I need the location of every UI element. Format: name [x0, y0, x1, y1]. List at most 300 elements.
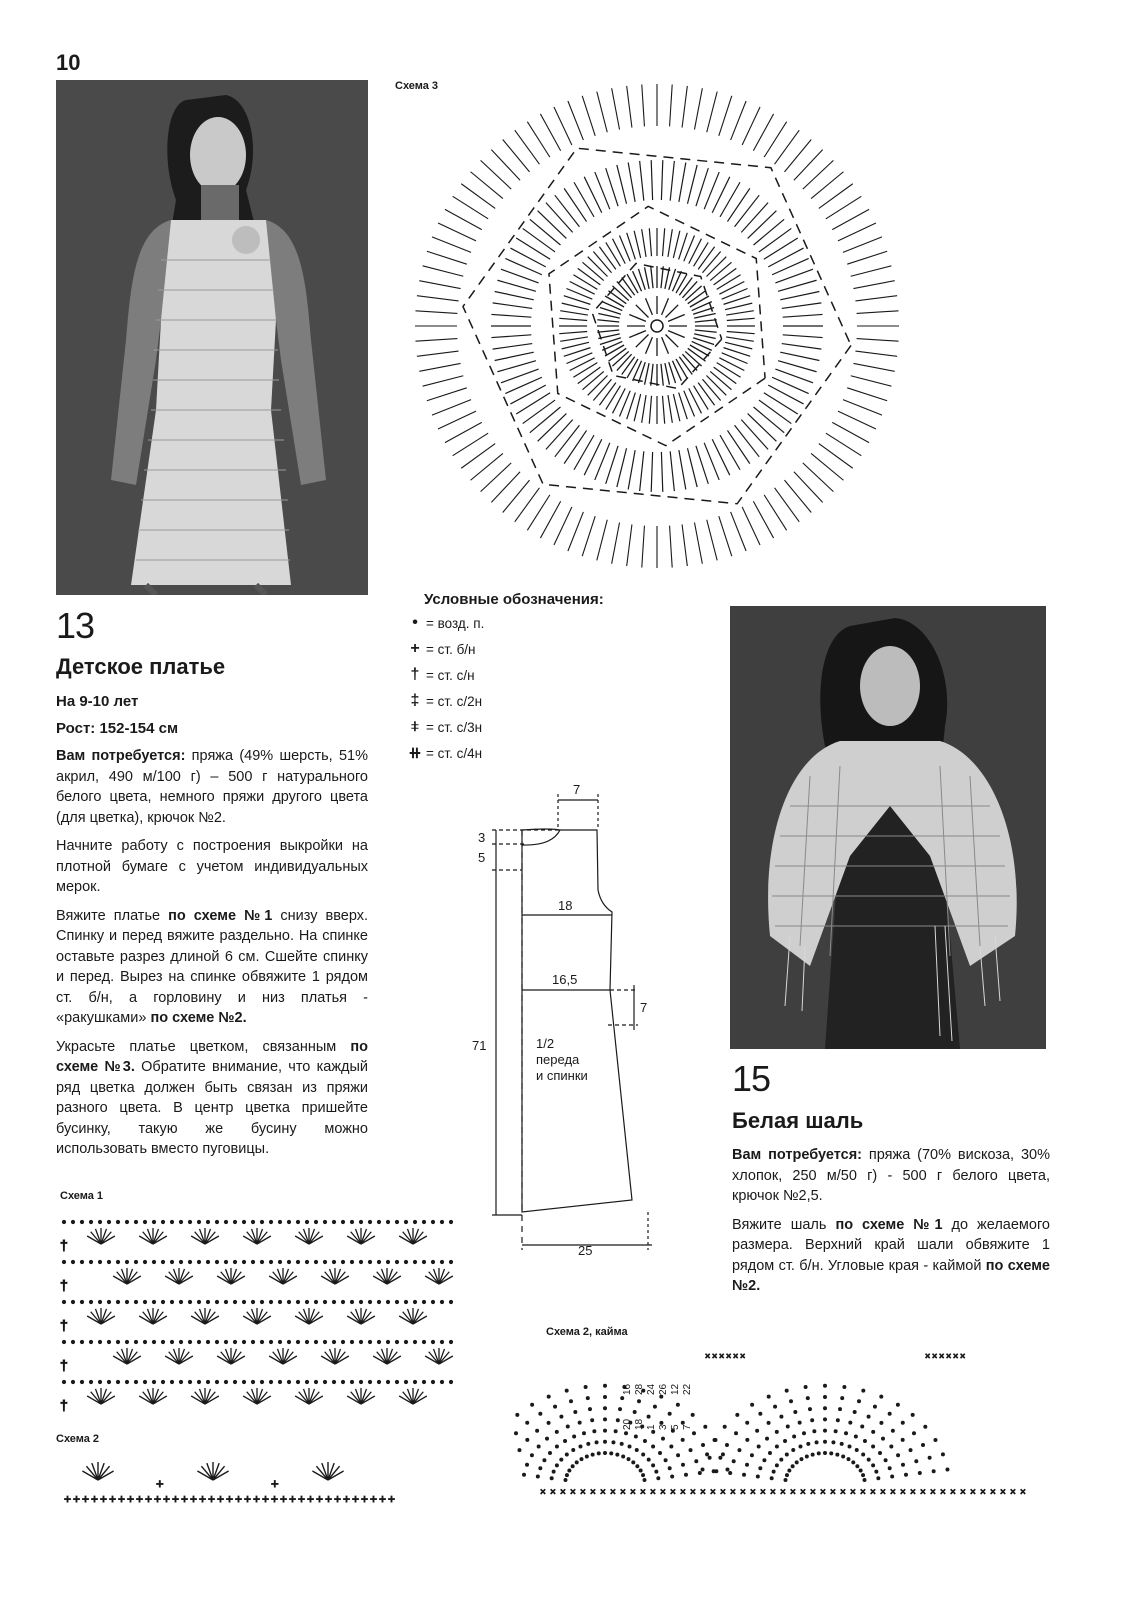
chain-dot: [170, 1380, 173, 1383]
chain-dot: [867, 1415, 870, 1418]
chain-dot: [732, 1460, 735, 1463]
chain-dot: [350, 1380, 353, 1383]
chain-dot: [660, 1421, 663, 1424]
chain-dot: [924, 1425, 927, 1428]
chain-dot: [565, 1474, 568, 1477]
chain-dot: [449, 1260, 452, 1263]
chain-dot: [278, 1220, 281, 1223]
legend-item: [404, 610, 484, 636]
flower-stitch: [688, 348, 706, 361]
flower-stitch: [613, 388, 626, 413]
single-crochet-mark: ×: [705, 1351, 711, 1361]
chain-dot: [305, 1380, 308, 1383]
flower-stitch: [725, 342, 752, 349]
chain-dot: [614, 1430, 617, 1433]
flower-stitch: [706, 375, 726, 395]
flower-stitch: [689, 388, 702, 413]
chain-dot: [62, 1260, 65, 1263]
chain-dot: [578, 1421, 581, 1424]
flower-stitch: [432, 400, 471, 415]
flower-stitch: [838, 223, 876, 241]
flower-stitch: [493, 344, 533, 350]
chain-dot: [359, 1220, 362, 1223]
chain-dot: [756, 1475, 759, 1478]
scheme3-flower-chart: [385, 78, 955, 598]
chain-dot: [422, 1380, 425, 1383]
chain-dot: [526, 1438, 529, 1441]
chain-dot: [134, 1300, 137, 1303]
flower-stitch: [582, 96, 595, 136]
chain-dot: [643, 1478, 646, 1481]
chain-dot: [80, 1300, 83, 1303]
chain-dot: [161, 1220, 164, 1223]
flower-stitch: [698, 383, 714, 406]
flower-stitch: [662, 396, 664, 424]
edge-row-number: 12: [670, 1383, 681, 1395]
dress-body: [56, 746, 368, 1160]
row-stitch-mark: †: [60, 1357, 68, 1373]
chain-dot: [621, 1397, 624, 1400]
chain-dot: [855, 1449, 858, 1452]
chain-dot: [560, 1458, 563, 1461]
flower-stitch: [853, 363, 894, 371]
single-crochet-mark: ×: [1020, 1487, 1026, 1498]
fan-stitch: [213, 1466, 225, 1480]
legend-list: [404, 610, 484, 766]
chain-dot: [767, 1421, 770, 1424]
chain-dot: [691, 1413, 694, 1416]
chain-dot: [880, 1421, 883, 1424]
flower-stitch: [661, 160, 662, 200]
flower-stitch: [727, 331, 755, 333]
flower-stitch: [742, 107, 760, 145]
single-crochet-mark: ×: [920, 1487, 926, 1498]
dress-materials-label: Вам потребуется:: [56, 748, 186, 764]
chain-dot: [824, 1407, 827, 1410]
flower-stitch: [694, 386, 709, 410]
flower-stitch: [605, 296, 624, 307]
dress-para2-a: Вяжите платье: [56, 907, 169, 924]
flower-stitch: [782, 344, 822, 350]
chain-dot: [314, 1380, 317, 1383]
flower-stitch: [679, 163, 686, 202]
flower-stitch: [668, 395, 672, 423]
single-crochet-mark: ×: [932, 1351, 938, 1361]
center-ring: [651, 320, 663, 332]
flower-stitch: [748, 414, 777, 442]
single-crochet-mark: +: [127, 1492, 135, 1506]
chain-dot: [795, 1461, 798, 1464]
chain-dot: [891, 1475, 894, 1478]
flower-stitch: [597, 330, 619, 332]
flower-stitch: [649, 228, 651, 256]
chain-dot: [881, 1437, 884, 1440]
chain-dot: [251, 1340, 254, 1343]
dim-25-label: 25: [578, 1243, 593, 1258]
chain-dot: [215, 1260, 218, 1263]
chain-dot: [775, 1464, 778, 1467]
chain-dot: [802, 1432, 805, 1435]
flower-stitch: [847, 388, 887, 401]
chain-dot: [872, 1445, 875, 1448]
chain-dot: [224, 1260, 227, 1263]
scheme2-label: Схема 2: [56, 1433, 100, 1445]
chain-dot: [547, 1421, 550, 1424]
chain-dot: [785, 1474, 788, 1477]
single-crochet-mark: ×: [630, 1487, 636, 1498]
single-crochet-mark: ×: [970, 1487, 976, 1498]
chain-dot: [780, 1415, 783, 1418]
flower-stitch: [622, 277, 635, 295]
flower-stitch: [651, 452, 652, 492]
chain-dot: [891, 1429, 894, 1432]
chain-dot: [116, 1220, 119, 1223]
chain-dot: [836, 1453, 839, 1456]
chain-dot: [550, 1477, 553, 1480]
flower-stitch: [606, 168, 618, 206]
legend-item-text: = ст. с/3н: [426, 719, 483, 735]
shawl-photo: [730, 606, 1046, 1049]
chain-dot: [585, 1455, 588, 1458]
chain-dot: [788, 1469, 791, 1472]
chain-dot: [604, 1384, 607, 1387]
flower-stitch: [851, 376, 892, 386]
flower-stitch: [673, 231, 680, 258]
row-stitch-mark: †: [60, 1317, 68, 1333]
chain-dot: [233, 1380, 236, 1383]
chain-dot: [197, 1220, 200, 1223]
chain-dot: [323, 1340, 326, 1343]
flower-stitch: [538, 414, 567, 442]
chain-dot: [62, 1300, 65, 1303]
chain-dot: [314, 1340, 317, 1343]
shawl-para-d: по схеме №2.: [732, 1257, 1050, 1294]
chain-dot: [161, 1260, 164, 1263]
flower-stitch: [719, 282, 744, 295]
chain-dot: [652, 1445, 655, 1448]
chain-dot: [332, 1340, 335, 1343]
legend-item-text: = ст. с/2н: [426, 693, 483, 709]
chain-dot: [251, 1300, 254, 1303]
chain-dot: [413, 1260, 416, 1263]
single-crochet-mark: ×: [560, 1487, 566, 1498]
single-crochet-mark: ×: [810, 1487, 816, 1498]
chain-dot: [107, 1220, 110, 1223]
flower-stitch: [491, 314, 531, 317]
chain-dot: [588, 1408, 591, 1411]
single-crochet-mark: +: [361, 1492, 369, 1506]
flower-stitch: [612, 522, 620, 563]
chain-dot: [848, 1445, 851, 1448]
single-crochet-mark: +: [343, 1492, 351, 1506]
chain-dot: [107, 1300, 110, 1303]
chain-dot: [901, 1463, 904, 1466]
chain-dot: [89, 1380, 92, 1383]
flower-stitch: [803, 463, 834, 492]
row-stitch-mark: †: [60, 1397, 68, 1413]
single-crochet-mark: ×: [939, 1351, 945, 1361]
chain-dot: [723, 1425, 726, 1428]
edge-row-number: 3: [658, 1424, 669, 1430]
chain-dot: [888, 1467, 891, 1470]
single-crochet-mark: ×: [600, 1487, 606, 1498]
flower-stitch: [570, 358, 595, 371]
scheme2-edge-label: Схема 2, кайма: [546, 1326, 628, 1338]
chain-dot: [911, 1413, 914, 1416]
chain-dot: [824, 1429, 827, 1432]
flower-stitch: [417, 296, 459, 301]
chain-dot: [735, 1432, 738, 1435]
flower-stitch: [764, 238, 798, 259]
chain-dot: [377, 1260, 380, 1263]
flower-stitch: [727, 188, 749, 221]
chain-dot: [395, 1340, 398, 1343]
flower-stitch: [634, 394, 641, 421]
chain-dot: [260, 1260, 263, 1263]
single-crochet-mark: +: [163, 1492, 171, 1506]
dress-title: Детское платье: [56, 654, 226, 679]
flower-stitch: [780, 291, 819, 299]
chain-dot: [702, 1444, 705, 1447]
chain-dot: [619, 1408, 622, 1411]
row-stitch-mark: †: [60, 1237, 68, 1253]
chain-dot: [89, 1220, 92, 1223]
chain-dot: [784, 1478, 787, 1481]
dress-para1: Начните работу с построения выкройки на плотной бумаге с учетом индивидуальных мерок.: [56, 838, 368, 895]
flower-stitch: [649, 396, 651, 424]
chain-dot: [824, 1440, 827, 1443]
chain-dot: [721, 1453, 724, 1456]
flower-stitch: [573, 363, 597, 378]
flower-stitch: [651, 160, 652, 200]
chain-dot: [751, 1403, 754, 1406]
chain-dot: [422, 1300, 425, 1303]
flower-stitch: [661, 364, 663, 386]
flower-stitch: [629, 331, 646, 338]
chain-dot: [536, 1429, 539, 1432]
chain-dot: [341, 1340, 344, 1343]
chain-dot: [587, 1442, 590, 1445]
chain-dot: [242, 1340, 245, 1343]
flower-stitch: [803, 160, 834, 189]
chain-dot: [404, 1380, 407, 1383]
single-crochet-mark: ×: [719, 1351, 725, 1361]
single-crochet-mark: +: [316, 1492, 324, 1506]
chain-dot: [713, 1438, 716, 1441]
chain-dot: [934, 1438, 937, 1441]
flower-stitch: [676, 274, 687, 293]
scheme3-label: Схема 3: [395, 80, 439, 92]
chain-dot: [170, 1260, 173, 1263]
flower-stitch: [690, 296, 709, 307]
chain-dot: [89, 1300, 92, 1303]
chain-dot: [849, 1421, 852, 1424]
single-crochet-mark: ×: [670, 1487, 676, 1498]
chain-dot: [134, 1260, 137, 1263]
flower-stitch: [768, 385, 803, 404]
single-crochet-mark: ×: [790, 1487, 796, 1498]
chain-dot: [278, 1380, 281, 1383]
chain-dot: [625, 1432, 628, 1435]
chain-dot: [811, 1419, 814, 1422]
flower-stitch: [445, 422, 482, 442]
chain-dot: [647, 1415, 650, 1418]
flower-stitch: [741, 420, 768, 450]
chain-dot: [664, 1459, 667, 1462]
flower-stitch: [599, 247, 615, 270]
flower-stitch: [662, 337, 669, 354]
pattern-outline: [522, 829, 632, 1212]
chain-dot: [756, 1429, 759, 1432]
chain-dot: [449, 1340, 452, 1343]
chain-dot: [233, 1340, 236, 1343]
chain-dot: [143, 1380, 146, 1383]
flower-stitch: [685, 351, 701, 366]
flower-stitch: [495, 352, 534, 360]
chain-dot: [449, 1220, 452, 1223]
chain-dot: [799, 1445, 802, 1448]
chain-dot: [774, 1405, 777, 1408]
legend-item: [404, 714, 484, 740]
chain-dot: [862, 1474, 865, 1477]
single-crochet-mark: +: [181, 1492, 189, 1506]
chain-dot: [107, 1380, 110, 1383]
chain-dot: [449, 1380, 452, 1383]
flower-stitch: [555, 425, 580, 457]
chain-dot: [862, 1389, 865, 1392]
single-crochet-mark: +: [262, 1492, 270, 1506]
flower-stitch: [597, 320, 619, 322]
chain-dot: [431, 1340, 434, 1343]
chain-dot: [80, 1340, 83, 1343]
chain-dot: [719, 1456, 722, 1459]
flower-stitch: [690, 345, 709, 356]
flower-stitch: [710, 262, 731, 280]
chain-dot: [116, 1260, 119, 1263]
pattern-neckline: [522, 830, 560, 845]
flower-stitch: [568, 101, 583, 140]
single-crochet-mark: +: [64, 1492, 72, 1506]
chain-dot: [824, 1384, 827, 1387]
flower-stitch: [857, 311, 899, 314]
chain-dot: [179, 1340, 182, 1343]
single-crochet-mark: ×: [820, 1487, 826, 1498]
chain-dot: [269, 1260, 272, 1263]
single-crochet-mark: ×: [860, 1487, 866, 1498]
chain-dot: [579, 1445, 582, 1448]
chain-dot: [854, 1435, 857, 1438]
dim-71: 71: [472, 1038, 487, 1053]
flower-stitch: [415, 339, 457, 342]
dress-age: На 9-10 лет: [56, 693, 139, 710]
chain-dot: [224, 1380, 227, 1383]
chain-dot: [449, 1300, 452, 1303]
chain-dot: [197, 1300, 200, 1303]
single-crochet-mark: +: [253, 1492, 261, 1506]
flower-stitch: [668, 331, 685, 338]
chain-dot: [152, 1340, 155, 1343]
flower-stitch: [546, 203, 573, 233]
chain-dot: [71, 1260, 74, 1263]
chain-dot: [677, 1454, 680, 1457]
legend-item: [404, 662, 484, 688]
chain-dot: [912, 1432, 915, 1435]
chain-dot: [877, 1477, 880, 1480]
chain-dot: [652, 1464, 655, 1467]
chain-dot: [179, 1260, 182, 1263]
chain-dot: [341, 1300, 344, 1303]
chain-dot: [780, 1458, 783, 1461]
single-crochet-mark: +: [289, 1492, 297, 1506]
flower-stitch: [710, 371, 731, 389]
flower-stitch: [685, 286, 701, 301]
flower-stitch: [540, 114, 560, 151]
chain-dot: [368, 1380, 371, 1383]
legend-item-text: = ст. с/4н: [426, 745, 483, 761]
flower-stitch: [720, 182, 740, 217]
single-crochet-mark: ×: [650, 1487, 656, 1498]
chain-dot: [71, 1220, 74, 1223]
chain-dot: [314, 1220, 317, 1223]
chain-dot: [622, 1455, 625, 1458]
flower-stitch: [694, 314, 716, 319]
dress-materials-text: пряжа (49% шерсть, 51% акрил, 490 м/100 г) – 500 г натурального белого цвета, немного пряжи другого цвета (для цветка), крючок №2.: [56, 748, 368, 826]
flower-stitch: [559, 331, 587, 333]
chain-dot: [341, 1220, 344, 1223]
single-crochet-mark: +: [271, 1492, 279, 1506]
chain-dot: [811, 1453, 814, 1456]
chain-dot: [188, 1300, 191, 1303]
chain-dot: [806, 1397, 809, 1400]
chain-dot: [807, 1442, 810, 1445]
single-crochet-mark: +: [235, 1492, 243, 1506]
dress-para2-c: снизу вверх. Спинку и перед вяжите раздельно. На спинке оставьте разрез длиной 6 см. Сшейте спинку и перед. Вырез на спинке обвяжите 1 рядом ст. б/н, а горловину и низ платья - «ракушками»: [56, 907, 369, 1026]
chain-dot: [98, 1220, 101, 1223]
single-crochet-mark: ×: [980, 1487, 986, 1498]
chain-dot: [215, 1300, 218, 1303]
single-crochet-mark: +: [325, 1492, 333, 1506]
chain-dot: [909, 1449, 912, 1452]
flower-stitch: [855, 351, 897, 356]
flower-stitch: [582, 262, 603, 280]
flower-stitch: [717, 363, 741, 378]
single-crochet-mark: +: [388, 1492, 396, 1506]
flower-stitch: [857, 339, 899, 342]
legend-item: [404, 740, 484, 766]
chain-dot: [746, 1438, 749, 1441]
chain-dot: [857, 1400, 860, 1403]
chain-dot: [224, 1300, 227, 1303]
single-crochet-mark: ×: [726, 1351, 732, 1361]
chain-dot: [526, 1421, 529, 1424]
flower-stitch: [645, 363, 650, 385]
chain-dot: [359, 1340, 362, 1343]
flower-stitch: [838, 411, 876, 429]
single-crochet-mark: +: [156, 1476, 164, 1491]
chain-dot: [518, 1449, 521, 1452]
flower-stitch: [720, 435, 740, 470]
chain-dot: [554, 1405, 557, 1408]
chain-dot: [233, 1300, 236, 1303]
chain-dot: [152, 1380, 155, 1383]
legend-item: [404, 636, 484, 662]
edge-row-number: 7: [682, 1424, 693, 1430]
single-crochet-mark: +: [82, 1492, 90, 1506]
chain-dot: [377, 1220, 380, 1223]
flower-stitch: [780, 352, 819, 360]
dress-photo: [56, 80, 368, 595]
chain-dot: [287, 1220, 290, 1223]
